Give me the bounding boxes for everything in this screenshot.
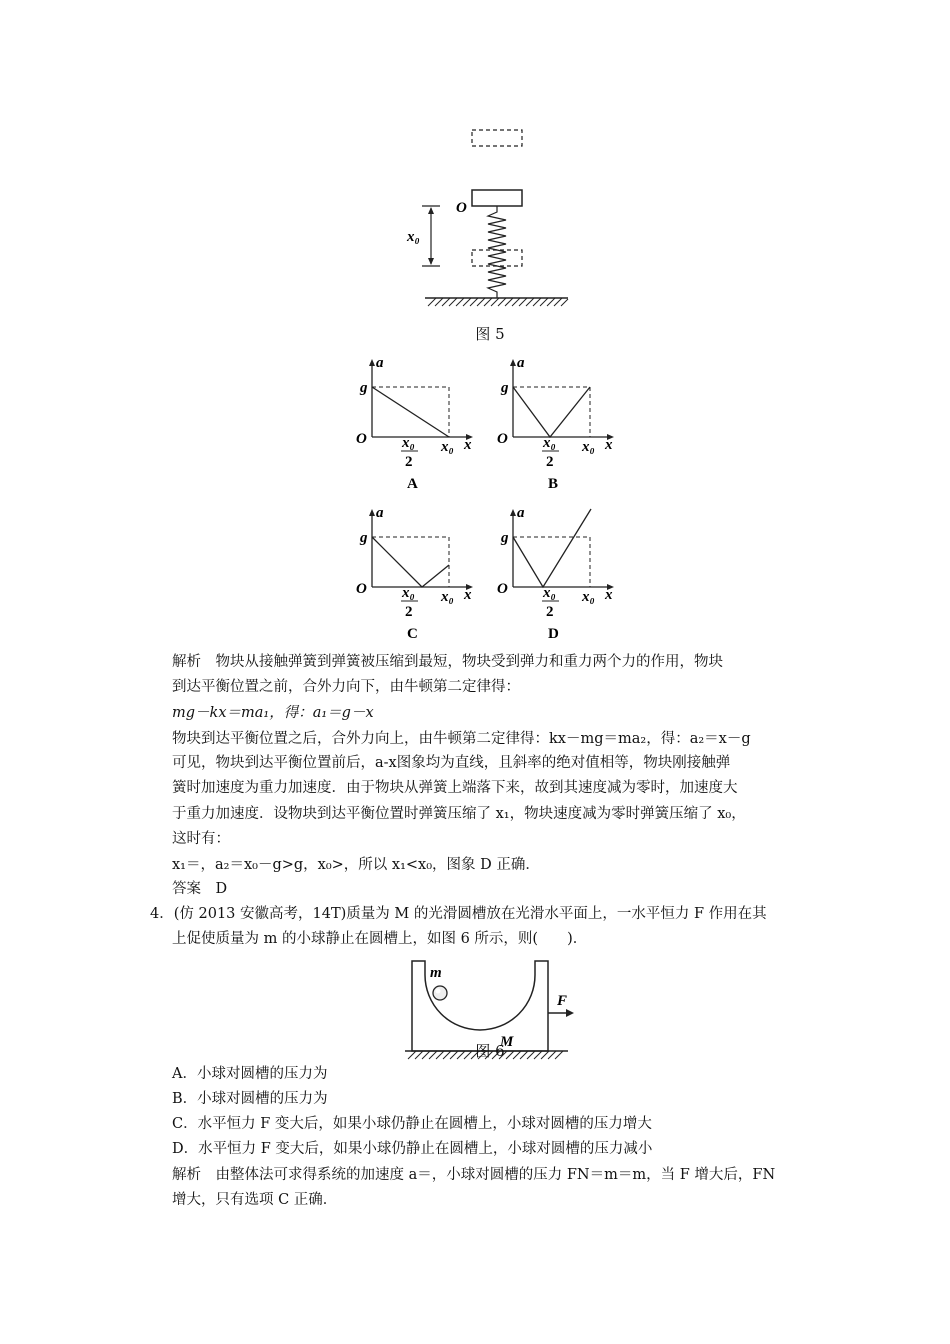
block-at-O — [472, 190, 522, 206]
analysis4-line-2: 增大，只有选项 C 正确． — [172, 1192, 338, 1208]
graph-option-D — [493, 505, 623, 645]
axis-label-origin: O — [356, 581, 367, 597]
axis-label-g: g — [501, 530, 509, 546]
figure-5-spring-diagram — [407, 120, 580, 320]
analysis3-line-2: 到达平衡位置之前，合外力向下，由牛顿第二定律得： — [172, 679, 520, 695]
axis-label-a: a — [376, 355, 384, 371]
label-O: O — [456, 200, 467, 216]
label-m: m — [430, 965, 442, 981]
graph-option-C — [352, 505, 482, 645]
tick-label-half-den: 2 — [405, 454, 413, 470]
analysis3-line-3: mg－kx＝ma₁，得：a₁＝g－x — [172, 705, 374, 721]
graph-option-B — [493, 355, 623, 495]
option-label: A — [407, 476, 418, 492]
option4-C: C．水平恒力 F 变大后，如果小球仍静止在圆槽上，小球对圆槽的压力增大 — [172, 1116, 652, 1132]
x0-dimension-arrow — [422, 206, 440, 266]
tick-label-half-num: x₀ — [402, 585, 415, 601]
x0-arrowhead-down — [428, 258, 434, 265]
initial-block-dashed — [472, 130, 522, 146]
axis-label-a: a — [517, 355, 525, 371]
axis-label-g: g — [360, 380, 368, 396]
tick-label-half-num: x₀ — [543, 585, 556, 601]
axis-label-g: g — [360, 530, 368, 546]
tick-label-x0: x₀ — [582, 439, 595, 455]
axis-label-origin: O — [356, 431, 367, 447]
ball-m — [433, 986, 447, 1000]
label-F: F — [557, 993, 568, 1009]
figure-6-caption: 图 6 — [475, 1042, 505, 1060]
analysis3-line-5: 可见，物块到达平衡位置前后，a-x图象均为直线，且斜率的绝对值相等，物块刚接触弹 — [172, 755, 731, 771]
axis-label-a: a — [376, 505, 384, 521]
tick-label-x0: x₀ — [441, 589, 454, 605]
option4-B: B．小球对圆槽的压力为 — [172, 1091, 328, 1107]
figure-5-caption: 图 5 — [475, 325, 505, 343]
tick-label-half-num: x₀ — [543, 435, 556, 451]
analysis3-line-4: 物块到达平衡位置之后，合外力向上，由牛顿第二定律得：kx－mg＝ma₂，得：a₂＝x－g — [172, 731, 751, 747]
label-M: M — [500, 1034, 514, 1050]
graph-option-A — [352, 355, 482, 495]
analysis4-line-1: 解析 由整体法可求得系统的加速度 a＝，小球对圆槽的压力 FN＝m＝m，当 F 增大后，FN — [172, 1167, 776, 1183]
a-x-curve — [372, 387, 449, 437]
tick-label-x0: x₀ — [441, 439, 454, 455]
axis-label-x: x — [464, 587, 472, 603]
tick-label-half-den: 2 — [546, 604, 554, 620]
ground-hatching — [428, 298, 568, 306]
option-label: D — [548, 626, 559, 642]
question4-line-2: 上促使质量为 m 的小球静止在圆槽上，如图 6 所示，则( )． — [172, 931, 588, 947]
analysis3-line-7: 于重力加速度．设物块到达平衡位置时弹簧压缩了 x₁，物块速度减为零时弹簧压缩了 x₀， — [172, 806, 746, 822]
label-x0: x₀ — [407, 229, 420, 245]
analysis3-line-6: 簧时加速度为重力加速度．由于物块从弹簧上端落下来，故到其速度减为零时，加速度大 — [172, 780, 738, 796]
tick-label-half-den: 2 — [546, 454, 554, 470]
axis-label-origin: O — [497, 581, 508, 597]
axis-label-x: x — [464, 437, 472, 453]
tick-label-half-den: 2 — [405, 604, 413, 620]
option-label: C — [407, 626, 418, 642]
question4-line-1: 4．(仿 2013 安徽高考，14T)质量为 M 的光滑圆槽放在光滑水平面上，一水平恒力 F 作用在其 — [150, 906, 767, 922]
a-x-curve — [372, 537, 449, 587]
axis-label-origin: O — [497, 431, 508, 447]
option-label: B — [548, 476, 559, 492]
a-x-curve — [513, 509, 591, 587]
spring — [488, 206, 506, 298]
option4-D: D．水平恒力 F 变大后，如果小球仍静止在圆槽上，小球对圆槽的压力减小 — [172, 1141, 653, 1157]
axis-label-g: g — [501, 380, 509, 396]
tick-label-x0: x₀ — [582, 589, 595, 605]
a-x-curve — [513, 387, 590, 437]
analysis3-line-8: 这时有： — [172, 831, 230, 847]
tick-label-half-num: x₀ — [402, 435, 415, 451]
axis-label-x: x — [605, 587, 613, 603]
analysis3-line-9: x₁＝，a₂＝x₀－g>g，x₀>，所以 x₁<x₀，图象 D 正确． — [172, 857, 540, 873]
x0-arrowhead-up — [428, 207, 434, 214]
axis-label-x: x — [605, 437, 613, 453]
answer3: 答案 D — [172, 881, 228, 897]
axis-label-a: a — [517, 505, 525, 521]
option4-A: A．小球对圆槽的压力为 — [172, 1066, 328, 1082]
analysis3-line-1: 解析 物块从接触弹簧到弹簧被压缩到最短，物块受到弹力和重力两个力的作用，物块 — [172, 654, 723, 670]
